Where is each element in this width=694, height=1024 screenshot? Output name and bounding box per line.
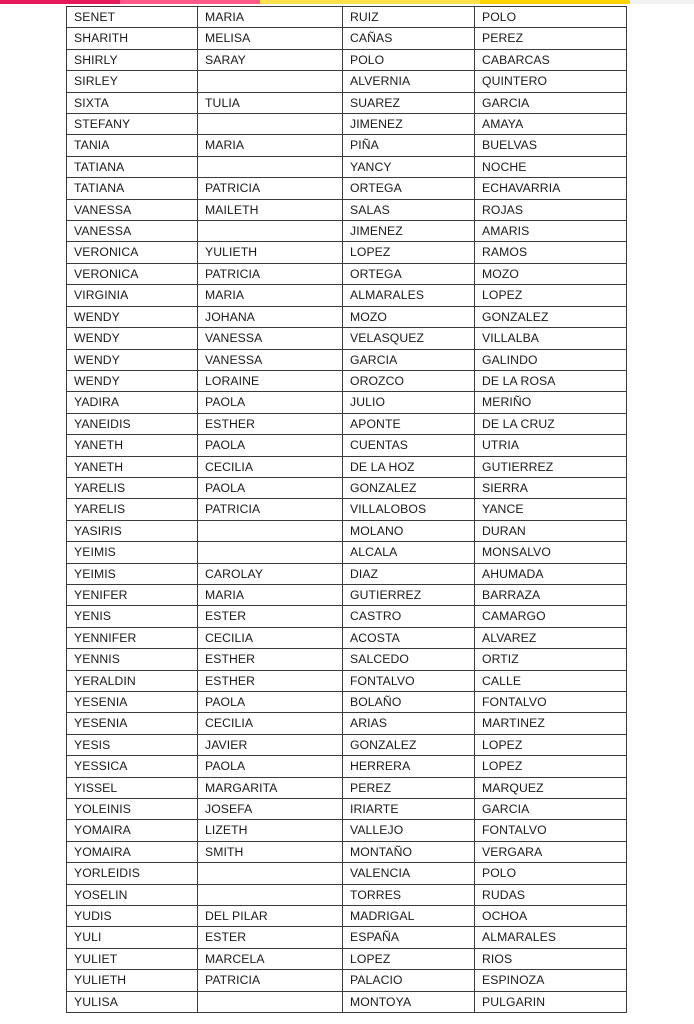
table-row bbox=[67, 841, 627, 862]
second-name-cell: ESTER bbox=[198, 606, 343, 627]
second-name-cell: LIZETH bbox=[198, 820, 343, 841]
first-name-cell: YORLEIDIS bbox=[67, 863, 198, 884]
second-surname-cell: CAMARGO bbox=[475, 606, 627, 627]
table-row bbox=[67, 156, 627, 177]
first-surname-cell: MOZO bbox=[343, 306, 475, 327]
second-surname-cell: ORTIZ bbox=[475, 649, 627, 670]
second-surname-cell: MARQUEZ bbox=[475, 777, 627, 798]
second-surname-cell: UTRIA bbox=[475, 435, 627, 456]
first-surname-cell: DE LA HOZ bbox=[343, 456, 475, 477]
first-name-cell: YULISA bbox=[67, 991, 198, 1012]
second-name-cell: LORAINE bbox=[198, 370, 343, 391]
second-surname-cell: GARCIA bbox=[475, 799, 627, 820]
second-name-cell bbox=[198, 71, 343, 92]
second-surname-cell: FONTALVO bbox=[475, 820, 627, 841]
table-row bbox=[67, 820, 627, 841]
table-row bbox=[67, 927, 627, 948]
second-surname-cell: MERIÑO bbox=[475, 392, 627, 413]
table-row bbox=[67, 756, 627, 777]
first-name-cell: WENDY bbox=[67, 349, 198, 370]
first-surname-cell: IRIARTE bbox=[343, 799, 475, 820]
first-surname-cell: SUAREZ bbox=[343, 92, 475, 113]
table-row bbox=[67, 199, 627, 220]
first-name-cell: YANEIDIS bbox=[67, 413, 198, 434]
first-surname-cell: YANCY bbox=[343, 156, 475, 177]
first-surname-cell: MONTAÑO bbox=[343, 841, 475, 862]
second-surname-cell: ECHAVARRIA bbox=[475, 178, 627, 199]
table-row bbox=[67, 477, 627, 498]
table-row bbox=[67, 328, 627, 349]
table-row bbox=[67, 285, 627, 306]
second-surname-cell: ALMARALES bbox=[475, 927, 627, 948]
second-surname-cell: DE LA ROSA bbox=[475, 370, 627, 391]
table-row bbox=[67, 692, 627, 713]
table-row bbox=[67, 370, 627, 391]
first-name-cell: YEIMIS bbox=[67, 563, 198, 584]
first-surname-cell: JULIO bbox=[343, 392, 475, 413]
second-name-cell bbox=[198, 114, 343, 135]
table-row bbox=[67, 606, 627, 627]
first-name-cell: STEFANY bbox=[67, 114, 198, 135]
first-name-cell: YASIRIS bbox=[67, 520, 198, 541]
first-name-cell: YENIS bbox=[67, 606, 198, 627]
table-row bbox=[67, 435, 627, 456]
second-name-cell bbox=[198, 542, 343, 563]
table-row bbox=[67, 135, 627, 156]
second-surname-cell: ESPINOZA bbox=[475, 970, 627, 991]
second-surname-cell: MARTINEZ bbox=[475, 713, 627, 734]
first-name-cell: WENDY bbox=[67, 328, 198, 349]
first-name-cell: YESENIA bbox=[67, 713, 198, 734]
second-name-cell: PAOLA bbox=[198, 477, 343, 498]
first-surname-cell: DIAZ bbox=[343, 563, 475, 584]
table-row bbox=[67, 221, 627, 242]
first-surname-cell: HERRERA bbox=[343, 756, 475, 777]
first-surname-cell: CAÑAS bbox=[343, 28, 475, 49]
table-row bbox=[67, 499, 627, 520]
first-name-cell: YADIRA bbox=[67, 392, 198, 413]
first-surname-cell: TORRES bbox=[343, 884, 475, 905]
second-surname-cell: PEREZ bbox=[475, 28, 627, 49]
second-name-cell: ESTER bbox=[198, 927, 343, 948]
second-surname-cell: ROJAS bbox=[475, 199, 627, 220]
first-surname-cell: ORTEGA bbox=[343, 263, 475, 284]
first-surname-cell: FONTALVO bbox=[343, 670, 475, 691]
names-table-body bbox=[67, 7, 627, 1013]
second-name-cell: SMITH bbox=[198, 841, 343, 862]
first-surname-cell: ALVERNIA bbox=[343, 71, 475, 92]
second-surname-cell: FONTALVO bbox=[475, 692, 627, 713]
table-row bbox=[67, 114, 627, 135]
second-name-cell: VANESSA bbox=[198, 349, 343, 370]
table-row bbox=[67, 649, 627, 670]
first-name-cell: SHARITH bbox=[67, 28, 198, 49]
first-surname-cell: PEREZ bbox=[343, 777, 475, 798]
second-surname-cell: GARCIA bbox=[475, 92, 627, 113]
first-surname-cell: PIÑA bbox=[343, 135, 475, 156]
first-surname-cell: SALCEDO bbox=[343, 649, 475, 670]
second-name-cell: ESTHER bbox=[198, 649, 343, 670]
first-surname-cell: LOPEZ bbox=[343, 948, 475, 969]
first-surname-cell: GUTIERREZ bbox=[343, 584, 475, 605]
second-name-cell: CECILIA bbox=[198, 456, 343, 477]
second-name-cell bbox=[198, 221, 343, 242]
table-row bbox=[67, 906, 627, 927]
second-surname-cell: MOZO bbox=[475, 263, 627, 284]
second-name-cell: MARIA bbox=[198, 584, 343, 605]
first-name-cell: WENDY bbox=[67, 370, 198, 391]
second-name-cell: JAVIER bbox=[198, 734, 343, 755]
first-name-cell: VANESSA bbox=[67, 199, 198, 220]
first-surname-cell: CASTRO bbox=[343, 606, 475, 627]
table-row bbox=[67, 7, 627, 28]
first-name-cell: YESIS bbox=[67, 734, 198, 755]
first-surname-cell: ACOSTA bbox=[343, 627, 475, 648]
second-surname-cell: YANCE bbox=[475, 499, 627, 520]
first-surname-cell: BOLAÑO bbox=[343, 692, 475, 713]
first-name-cell: YOMAIRA bbox=[67, 820, 198, 841]
first-surname-cell: ALCALA bbox=[343, 542, 475, 563]
first-surname-cell: GONZALEZ bbox=[343, 734, 475, 755]
first-name-cell: VANESSA bbox=[67, 221, 198, 242]
first-name-cell: VERONICA bbox=[67, 263, 198, 284]
second-surname-cell: MONSALVO bbox=[475, 542, 627, 563]
names-table bbox=[66, 6, 627, 1013]
first-name-cell: SHIRLY bbox=[67, 49, 198, 70]
table-row bbox=[67, 627, 627, 648]
first-name-cell: YESSICA bbox=[67, 756, 198, 777]
second-surname-cell: GUTIERREZ bbox=[475, 456, 627, 477]
second-name-cell bbox=[198, 863, 343, 884]
table-row bbox=[67, 349, 627, 370]
second-surname-cell: AHUMADA bbox=[475, 563, 627, 584]
table-row bbox=[67, 392, 627, 413]
first-name-cell: SIRLEY bbox=[67, 71, 198, 92]
table-row bbox=[67, 863, 627, 884]
second-surname-cell: BUELVAS bbox=[475, 135, 627, 156]
first-name-cell: YENNIS bbox=[67, 649, 198, 670]
first-surname-cell: MOLANO bbox=[343, 520, 475, 541]
second-name-cell: MARIA bbox=[198, 285, 343, 306]
first-name-cell: YANETH bbox=[67, 456, 198, 477]
first-surname-cell: RUIZ bbox=[343, 7, 475, 28]
first-surname-cell: APONTE bbox=[343, 413, 475, 434]
second-name-cell: PAOLA bbox=[198, 435, 343, 456]
first-name-cell: YEIMIS bbox=[67, 542, 198, 563]
second-name-cell bbox=[198, 991, 343, 1012]
second-name-cell: MARIA bbox=[198, 7, 343, 28]
second-name-cell bbox=[198, 884, 343, 905]
second-surname-cell: NOCHE bbox=[475, 156, 627, 177]
table-row bbox=[67, 456, 627, 477]
first-name-cell: TATIANA bbox=[67, 178, 198, 199]
first-surname-cell: CUENTAS bbox=[343, 435, 475, 456]
first-name-cell: YESENIA bbox=[67, 692, 198, 713]
first-name-cell: YARELIS bbox=[67, 499, 198, 520]
second-name-cell: CECILIA bbox=[198, 627, 343, 648]
second-name-cell: YULIETH bbox=[198, 242, 343, 263]
second-surname-cell: CABARCAS bbox=[475, 49, 627, 70]
table-row bbox=[67, 71, 627, 92]
first-name-cell: YENIFER bbox=[67, 584, 198, 605]
table-row bbox=[67, 734, 627, 755]
table-row bbox=[67, 584, 627, 605]
strip-segment bbox=[260, 0, 480, 4]
top-color-strip bbox=[0, 0, 694, 4]
second-name-cell: PAOLA bbox=[198, 392, 343, 413]
table-row bbox=[67, 970, 627, 991]
first-name-cell: SIXTA bbox=[67, 92, 198, 113]
second-name-cell: PATRICIA bbox=[198, 970, 343, 991]
first-surname-cell: LOPEZ bbox=[343, 242, 475, 263]
table-row bbox=[67, 413, 627, 434]
second-surname-cell: QUINTERO bbox=[475, 71, 627, 92]
first-name-cell: YANETH bbox=[67, 435, 198, 456]
first-surname-cell: VELASQUEZ bbox=[343, 328, 475, 349]
second-surname-cell: POLO bbox=[475, 863, 627, 884]
table-row bbox=[67, 563, 627, 584]
table-row bbox=[67, 542, 627, 563]
table-row bbox=[67, 263, 627, 284]
second-name-cell bbox=[198, 520, 343, 541]
second-name-cell: ESTHER bbox=[198, 413, 343, 434]
first-name-cell: YISSEL bbox=[67, 777, 198, 798]
first-surname-cell: VALLEJO bbox=[343, 820, 475, 841]
strip-segment bbox=[120, 0, 260, 4]
first-name-cell: TANIA bbox=[67, 135, 198, 156]
second-surname-cell: SIERRA bbox=[475, 477, 627, 498]
second-name-cell: MAILETH bbox=[198, 199, 343, 220]
second-name-cell bbox=[198, 156, 343, 177]
name-list-sheet bbox=[66, 6, 626, 1013]
second-surname-cell: GONZALEZ bbox=[475, 306, 627, 327]
second-name-cell: ESTHER bbox=[198, 670, 343, 691]
first-surname-cell: MADRIGAL bbox=[343, 906, 475, 927]
table-row bbox=[67, 799, 627, 820]
second-name-cell: CAROLAY bbox=[198, 563, 343, 584]
table-row bbox=[67, 520, 627, 541]
second-surname-cell: VILLALBA bbox=[475, 328, 627, 349]
first-name-cell: YERALDIN bbox=[67, 670, 198, 691]
first-name-cell: YULI bbox=[67, 927, 198, 948]
second-name-cell: MELISA bbox=[198, 28, 343, 49]
second-name-cell: PAOLA bbox=[198, 692, 343, 713]
first-surname-cell: POLO bbox=[343, 49, 475, 70]
first-name-cell: TATIANA bbox=[67, 156, 198, 177]
table-row bbox=[67, 991, 627, 1012]
second-name-cell: PATRICIA bbox=[198, 178, 343, 199]
table-row bbox=[67, 777, 627, 798]
second-surname-cell: POLO bbox=[475, 7, 627, 28]
second-surname-cell: DE LA CRUZ bbox=[475, 413, 627, 434]
first-surname-cell: GONZALEZ bbox=[343, 477, 475, 498]
first-surname-cell: JIMENEZ bbox=[343, 114, 475, 135]
second-surname-cell: RIOS bbox=[475, 948, 627, 969]
first-surname-cell: GARCIA bbox=[343, 349, 475, 370]
second-surname-cell: AMARIS bbox=[475, 221, 627, 242]
second-name-cell: JOHANA bbox=[198, 306, 343, 327]
second-name-cell: MARGARITA bbox=[198, 777, 343, 798]
strip-segment bbox=[480, 0, 630, 4]
second-name-cell: MARCELA bbox=[198, 948, 343, 969]
second-surname-cell: OCHOA bbox=[475, 906, 627, 927]
table-row bbox=[67, 713, 627, 734]
strip-segment bbox=[630, 0, 694, 4]
second-surname-cell: RAMOS bbox=[475, 242, 627, 263]
first-name-cell: VERONICA bbox=[67, 242, 198, 263]
second-name-cell: VANESSA bbox=[198, 328, 343, 349]
first-surname-cell: MONTOYA bbox=[343, 991, 475, 1012]
table-row bbox=[67, 49, 627, 70]
table-row bbox=[67, 670, 627, 691]
second-name-cell: TULIA bbox=[198, 92, 343, 113]
second-name-cell: SARAY bbox=[198, 49, 343, 70]
second-surname-cell: LOPEZ bbox=[475, 756, 627, 777]
first-name-cell: YUDIS bbox=[67, 906, 198, 927]
first-name-cell: YENNIFER bbox=[67, 627, 198, 648]
table-row bbox=[67, 178, 627, 199]
first-surname-cell: VILLALOBOS bbox=[343, 499, 475, 520]
second-name-cell: JOSEFA bbox=[198, 799, 343, 820]
first-surname-cell: ALMARALES bbox=[343, 285, 475, 306]
first-surname-cell: ESPAÑA bbox=[343, 927, 475, 948]
first-name-cell: YOSELIN bbox=[67, 884, 198, 905]
first-name-cell: YARELIS bbox=[67, 477, 198, 498]
table-row bbox=[67, 242, 627, 263]
second-surname-cell: ALVAREZ bbox=[475, 627, 627, 648]
second-name-cell: PATRICIA bbox=[198, 263, 343, 284]
table-row bbox=[67, 28, 627, 49]
second-surname-cell: LOPEZ bbox=[475, 285, 627, 306]
first-surname-cell: SALAS bbox=[343, 199, 475, 220]
second-name-cell: DEL PILAR bbox=[198, 906, 343, 927]
first-name-cell: YOMAIRA bbox=[67, 841, 198, 862]
second-name-cell: PAOLA bbox=[198, 756, 343, 777]
first-name-cell: VIRGINIA bbox=[67, 285, 198, 306]
table-row bbox=[67, 884, 627, 905]
second-surname-cell: PULGARIN bbox=[475, 991, 627, 1012]
second-surname-cell: LOPEZ bbox=[475, 734, 627, 755]
first-surname-cell: ARIAS bbox=[343, 713, 475, 734]
second-surname-cell: DURAN bbox=[475, 520, 627, 541]
first-name-cell: YULIET bbox=[67, 948, 198, 969]
second-surname-cell: GALINDO bbox=[475, 349, 627, 370]
first-name-cell: WENDY bbox=[67, 306, 198, 327]
second-surname-cell: VERGARA bbox=[475, 841, 627, 862]
second-surname-cell: AMAYA bbox=[475, 114, 627, 135]
second-name-cell: PATRICIA bbox=[198, 499, 343, 520]
table-row bbox=[67, 948, 627, 969]
second-surname-cell: RUDAS bbox=[475, 884, 627, 905]
first-surname-cell: PALACIO bbox=[343, 970, 475, 991]
first-name-cell: YULIETH bbox=[67, 970, 198, 991]
strip-segment bbox=[0, 0, 120, 4]
second-surname-cell: BARRAZA bbox=[475, 584, 627, 605]
table-row bbox=[67, 306, 627, 327]
second-surname-cell: CALLE bbox=[475, 670, 627, 691]
first-surname-cell: OROZCO bbox=[343, 370, 475, 391]
first-surname-cell: VALENCIA bbox=[343, 863, 475, 884]
first-name-cell: YOLEINIS bbox=[67, 799, 198, 820]
second-name-cell: MARIA bbox=[198, 135, 343, 156]
table-row bbox=[67, 92, 627, 113]
first-surname-cell: JIMENEZ bbox=[343, 221, 475, 242]
second-name-cell: CECILIA bbox=[198, 713, 343, 734]
first-name-cell: SENET bbox=[67, 7, 198, 28]
first-surname-cell: ORTEGA bbox=[343, 178, 475, 199]
